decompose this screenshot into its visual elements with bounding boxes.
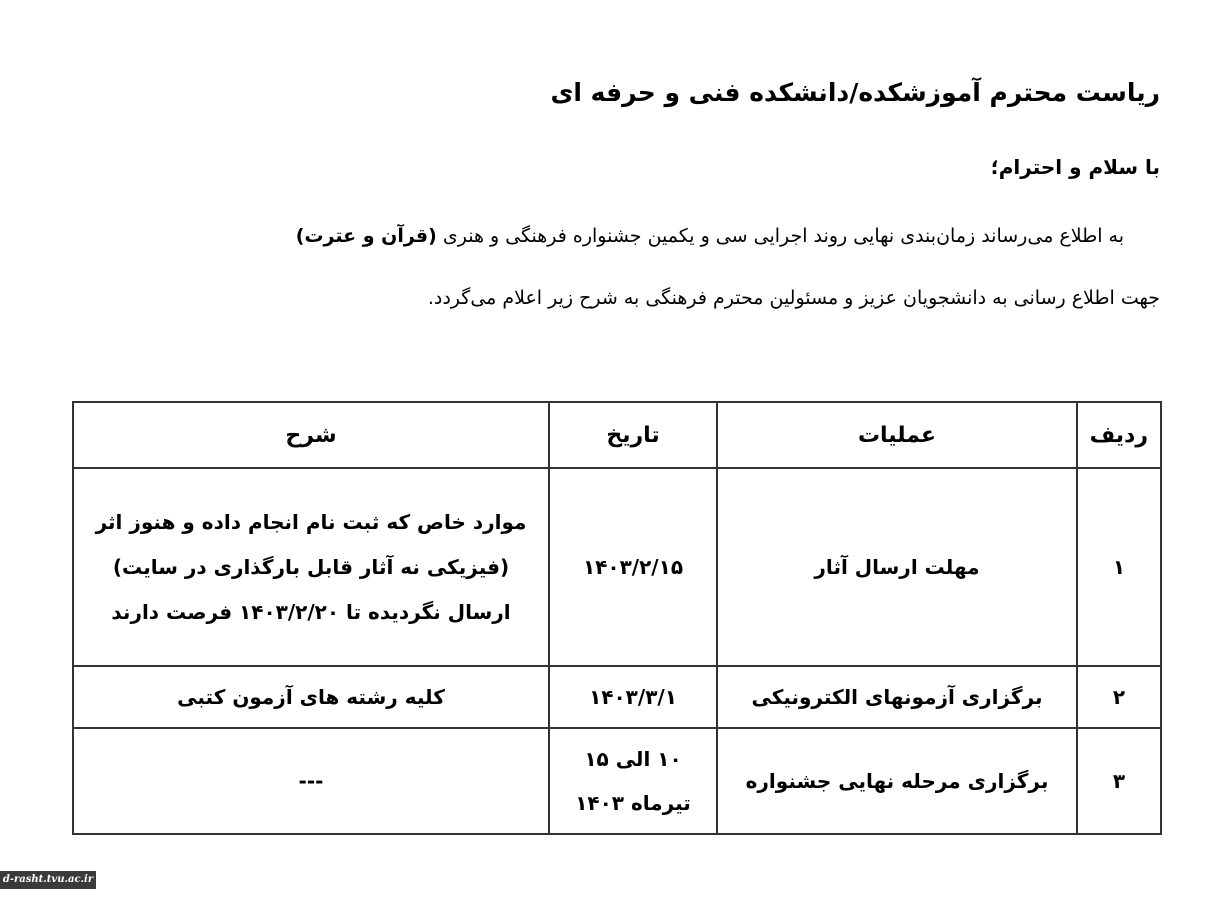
cell-row-number: ۳ <box>1077 728 1161 834</box>
cell-date-line-2: تیرماه ۱۴۰۳ <box>575 791 691 815</box>
cell-row-number: ۱ <box>1077 468 1161 666</box>
schedule-table <box>72 401 1162 835</box>
document-title: ریاست محترم آموزشکده/دانشکده فنی و حرفه ای <box>550 78 1160 107</box>
cell-operation: مهلت ارسال آثار <box>717 468 1077 666</box>
table-row <box>73 728 1161 834</box>
table-row <box>73 468 1161 666</box>
cell-date: ۱۴۰۳/۲/۱۵ <box>549 468 717 666</box>
cell-description: موارد خاص که ثبت نام انجام داده و هنوز اثر (فیزیکی نه آثار قابل بارگذاری در سایت) ارسال نگردیده تا ۱۴۰۳/۲/۲۰ فرصت دارند <box>73 468 549 666</box>
greeting: با سلام و احترام؛ <box>990 155 1160 179</box>
cell-operation: برگزاری مرحله نهایی جشنواره <box>717 728 1077 834</box>
cell-description: --- <box>73 728 549 834</box>
cell-date-line-1: ۱۰ الی ۱۵ <box>584 747 682 771</box>
header-operation: عملیات <box>717 402 1077 468</box>
festival-name: (قرآن و عترت) <box>295 225 437 247</box>
body-paragraph-line-1 <box>296 225 1124 247</box>
cell-row-number: ۲ <box>1077 666 1161 728</box>
table-row <box>73 666 1161 728</box>
header-description: شرح <box>73 402 549 468</box>
site-watermark: d-rasht.tvu.ac.ir <box>0 871 96 889</box>
table-header-row <box>73 402 1161 468</box>
header-row-number: ردیف <box>1077 402 1161 468</box>
cell-date: ۱۴۰۳/۳/۱ <box>549 666 717 728</box>
cell-operation: برگزاری آزمونهای الکترونیکی <box>717 666 1077 728</box>
cell-description: کلیه رشته های آزمون کتبی <box>73 666 549 728</box>
body-paragraph-line-2: جهت اطلاع رسانی به دانشجویان عزیز و مسئولین محترم فرهنگی به شرح زیر اعلام می‌گردد. <box>427 287 1160 309</box>
cell-date <box>549 728 717 834</box>
header-date: تاریخ <box>549 402 717 468</box>
body-paragraph-text: به اطلاع می‌رساند زمان‌بندی نهایی روند اجرایی سی و یکمین جشنواره فرهنگی و هنری <box>436 225 1124 247</box>
